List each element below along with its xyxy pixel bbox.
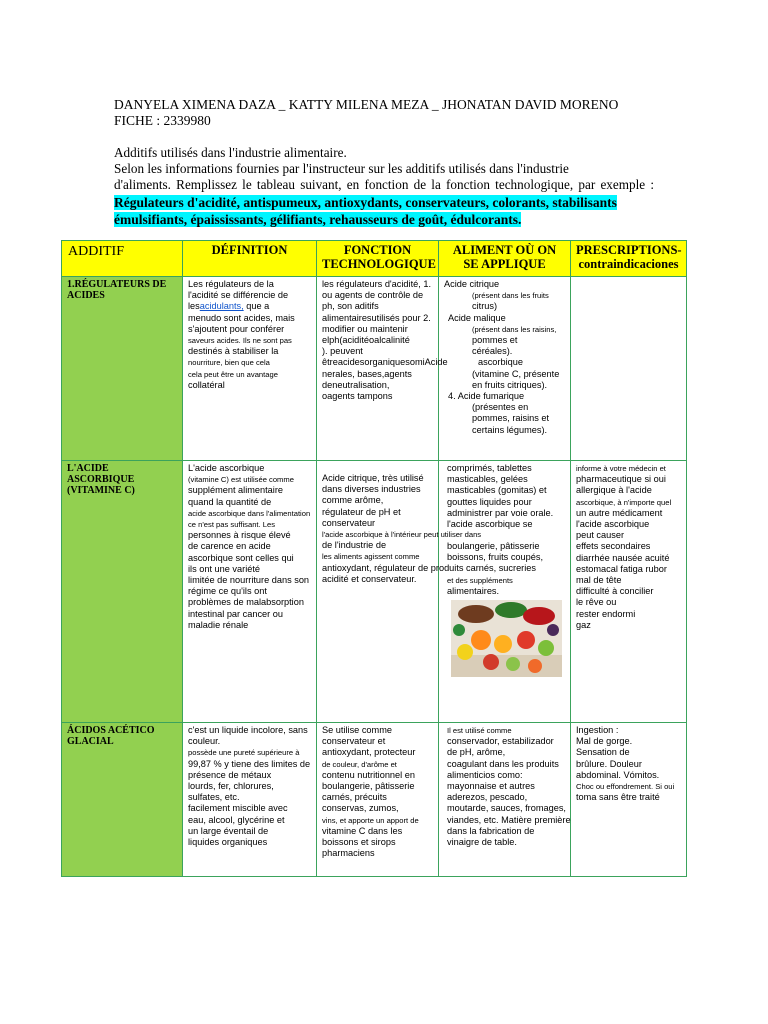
text-line: peut causer: [576, 530, 625, 541]
text-line: [188, 301, 311, 312]
additives-table: [61, 240, 687, 877]
header-fonction: FONCTION TECHNOLOGIQUE: [317, 241, 439, 277]
text-line: couleur.: [188, 736, 221, 747]
text-line: comme arôme,: [322, 495, 384, 506]
text-line: vins, et apporte un apport de: [322, 815, 419, 825]
text-line: régulateur de pH et: [322, 506, 401, 517]
aliment-cell: [439, 461, 571, 723]
intro-title: Additifs utilisés dans l'industrie alimentaire.: [114, 145, 347, 160]
additif-cell: L'ACIDE ASCORBIQUE (VITAMINE C): [62, 461, 183, 723]
text-line: alimentaires.: [447, 585, 500, 596]
text-line: deneutralisation,: [322, 379, 390, 390]
text-line: antioxydant, protecteur: [322, 747, 416, 758]
text-line: le rêve ou: [576, 597, 617, 608]
text-line: présence de métaux: [188, 769, 272, 780]
text-line: pharmaciens: [322, 848, 375, 859]
text-line: brûlure. Douleur: [576, 758, 642, 769]
text-line: (vitamine C, présente: [472, 368, 560, 379]
text-line: allergique à l'acide: [576, 485, 652, 496]
text-line: acidité et conservateur.: [322, 573, 417, 584]
text-line: gouttes liquides pour: [447, 496, 532, 507]
text-line: supplément alimentaire: [188, 485, 283, 496]
text-line: un autre médicament: [576, 507, 663, 518]
text-line: Acide citrique, très utilisé: [322, 473, 424, 483]
text-line: (vitamine C) est utilisée comme: [188, 475, 294, 485]
definition-cell: [183, 277, 317, 461]
text-line: s'ajoutent pour conférer: [188, 323, 285, 334]
text-line: saveurs acides. Ils ne sont pas: [188, 336, 292, 346]
text-line: 4. Acide fumarique: [448, 391, 525, 402]
text-line: masticables, gelées: [447, 474, 528, 485]
prescriptions-cell: [571, 277, 687, 461]
text-line: nourriture, bien que cela: [188, 358, 270, 368]
table-row: [62, 277, 687, 461]
text-line: ). peuvent: [322, 346, 363, 357]
text-line: boissons et sirops: [322, 837, 396, 848]
text-line: alimenticios como:: [447, 769, 523, 780]
text-line: 99,87 % y tiene des limites de: [188, 758, 311, 769]
text-line: l'acide ascorbique: [576, 519, 650, 530]
text-line: Mal de gorge.: [576, 736, 633, 747]
text-line: dans diverses industries: [322, 484, 421, 495]
text-line: Sensation de: [576, 747, 630, 758]
text-line: (présent dans les fruits: [472, 291, 549, 301]
text-line: conservateur et: [322, 736, 386, 747]
table-header-row: [62, 241, 687, 277]
text-line: quand la quantité de: [188, 496, 272, 507]
text-line: collatéral: [188, 379, 225, 390]
text-line: Il est utilisé comme: [447, 726, 512, 735]
table-row: [62, 461, 687, 723]
text-line: l'acidité se différencie de: [188, 290, 289, 301]
text-line: administrer par voie orale.: [447, 507, 554, 518]
text-line: Acide citrique: [444, 279, 500, 289]
additif-cell: 1.RÉGULATEURS DE ACIDES: [62, 277, 183, 461]
text-line: ou agents de contrôle de: [322, 290, 424, 301]
text-line: maladie rénale: [188, 619, 249, 630]
text-line: oagents tampons: [322, 391, 393, 402]
text-line: rester endormi: [576, 608, 636, 619]
text-line: liquides organiques: [188, 837, 268, 848]
text-line: limitée de nourriture dans son: [188, 575, 310, 586]
text-line: êtreacidesorganiquesomiAcide: [322, 357, 448, 368]
text-line: effets secondaires: [576, 541, 651, 552]
text-line: de carence en acide: [188, 541, 271, 552]
text-line: Acide malique: [448, 312, 506, 323]
text-line: personnes à risque élevé: [188, 530, 291, 541]
text-line: informe à votre médecin et: [576, 464, 666, 473]
fiche-number: FICHE : 2339980: [114, 113, 211, 128]
text-line: Ingestion :: [576, 725, 619, 735]
text-line: céréales).: [472, 346, 513, 357]
text-line: pommes et: [472, 335, 518, 346]
text-line: ce n'est pas suffisant. Les: [188, 520, 276, 530]
fonction-cell: [317, 277, 448, 461]
text-fragment: les: [188, 301, 200, 312]
text-line: antioxydant, régulateur de produits carnés, sucreries: [322, 562, 536, 573]
text-line: les aliments agissent comme: [322, 552, 420, 562]
text-line: modifier ou maintenir: [322, 323, 408, 334]
text-line: cela peut être un avantage: [188, 369, 278, 379]
text-line: certains légumes).: [472, 424, 548, 435]
text-line: L'acide ascorbique: [188, 463, 265, 473]
header-prescriptions-1: PRESCRIPTIONS-: [576, 243, 682, 257]
text-line: c'est un liquide incolore, sans: [188, 725, 308, 735]
text-line: conservas, zumos,: [322, 803, 399, 814]
text-line: diarrhée nausée acuité: [576, 552, 670, 563]
text-line: mal de tête: [576, 575, 622, 586]
text-line: viandes, etc. Matière première: [447, 814, 571, 825]
text-line: comprimés, tablettes: [447, 463, 532, 473]
text-line: gaz: [576, 619, 591, 630]
text-line: et des suppléments: [447, 575, 513, 585]
text-line: menudo sont acides, mais: [188, 312, 295, 323]
text-line: l'acide ascorbique se: [447, 519, 533, 530]
text-line: ascorbique, à n'importe quel: [576, 497, 672, 507]
text-line: alimentairesutilisés pour 2.: [322, 312, 431, 323]
author-names: DANYELA XIMENA DAZA _ KATTY MILENA MEZA _ JHONATAN DAVID MORENO: [114, 97, 619, 112]
text-line: moutarde, sauces, fromages,: [447, 803, 566, 814]
text-line: conservador, estabilizador: [447, 736, 554, 747]
text-line: vinaigre de table.: [447, 837, 517, 848]
text-line: estomacal fatiga rubor: [576, 563, 667, 574]
fruits-vegetables-image: [451, 600, 562, 677]
text-line: vitamine C dans les: [322, 825, 403, 836]
text-line: boulangerie, pâtisserie: [322, 781, 415, 792]
text-line: de pH, arôme,: [447, 747, 506, 758]
text-line: lourds, fer, chlorures,: [188, 781, 274, 792]
text-line: mayonnaise et autres: [447, 781, 535, 792]
text-line: eau, alcool, glycérine et: [188, 814, 285, 825]
text-line: facilement miscible avec: [188, 803, 288, 814]
text-line: destinés à stabiliser la: [188, 346, 279, 357]
text-line: toma sans être traité: [576, 792, 660, 803]
text-line: en fruits citriques).: [472, 379, 548, 390]
intro-text: [114, 145, 654, 228]
text-line: régime ce qu'ils ont: [188, 586, 267, 597]
intro-highlight: Régulateurs d'acidité, antispumeux, antioxydants, conservateurs, colorants, stabilisants émulsifiants, épaississants, gélifiants, rehausseurs de goût, édulcorants.: [114, 195, 617, 227]
text-line: ils ont une variété: [188, 563, 261, 574]
aliment-cell: [439, 277, 571, 461]
text-line: carnés, précuits: [322, 792, 387, 803]
table-row: [62, 723, 687, 877]
text-line: ph, son aditifs: [322, 301, 379, 312]
text-line: aderezos, pescado,: [447, 792, 528, 803]
text-line: abdominal. Vómitos.: [576, 769, 660, 780]
text-line: un large éventail de: [188, 825, 269, 836]
intro-line-3: d'aliments. Remplissez le tableau suivant, en fonction de la fonction technologique, par exemple :: [114, 177, 654, 192]
text-line: Les régulateurs de la: [188, 279, 274, 289]
text-line: de couleur, d'arôme et: [322, 759, 397, 769]
text-line: ascorbique sont celles qui: [188, 552, 294, 563]
header-definition: DÉFINITION: [183, 241, 317, 277]
text-line: conservateur: [322, 517, 376, 528]
text-line: sulfates, etc.: [188, 792, 240, 803]
additif-cell: ÁCIDOS ACÉTICO GLACIAL: [62, 723, 183, 877]
text-line: (présent dans les raisins,: [472, 324, 557, 334]
definition-cell: [183, 723, 317, 877]
text-line: possède une pureté supérieure à: [188, 748, 300, 758]
header-prescriptions-2: contraindicaciones: [578, 257, 679, 271]
definition-cell: [183, 461, 317, 723]
text-line: intestinal par cancer ou: [188, 608, 283, 619]
text-line: boissons, fruits coupés,: [447, 552, 544, 563]
text-line: citrus): [472, 301, 498, 312]
prescriptions-cell: [571, 461, 687, 723]
fonction-cell: [317, 723, 439, 877]
aliment-cell: [439, 723, 571, 877]
text-line: les régulateurs d'acidité, 1.: [322, 279, 432, 289]
text-line: contenu nutritionnel en: [322, 769, 415, 780]
acidulants-link[interactable]: acidulants,: [199, 301, 244, 312]
text-line: de l'industrie de: [322, 540, 387, 551]
header-prescriptions: [571, 241, 687, 277]
header-aliment: ALIMENT OÙ ON SE APPLIQUE: [439, 241, 571, 277]
text-line: pommes, raisins et: [472, 413, 550, 424]
text-fragment: que a: [243, 301, 270, 312]
text-line: problèmes de malabsorption: [188, 597, 304, 608]
text-line: pharmaceutique si oui: [576, 474, 666, 485]
text-line: coagulant dans les produits: [447, 758, 559, 769]
intro-line-2: Selon les informations fournies par l'instructeur sur les additifs utilisés dans l'industrie: [114, 161, 569, 176]
text-line: (présentes en: [472, 402, 529, 413]
text-line: masticables (gomitas) et: [447, 485, 547, 496]
text-line: elph(aciditéoalcalinité: [322, 335, 410, 346]
text-line: l'acide ascorbique à l'intérieur peut utiliser dans: [322, 530, 482, 540]
text-line: acide ascorbique dans l'alimentation: [188, 508, 311, 518]
header-additif: ADDITIF: [62, 241, 183, 277]
text-line: Se utilise comme: [322, 725, 392, 735]
text-line: Choc ou effondrement. Si oui: [576, 782, 675, 792]
text-line: difficulté à concilier: [576, 586, 654, 597]
text-line: boulangerie, pâtisserie: [447, 541, 540, 552]
text-line: nerales, bases,agents: [322, 368, 412, 379]
text-line: dans la fabrication de: [447, 825, 535, 836]
text-line: ascorbique: [478, 357, 523, 368]
prescriptions-cell: [571, 723, 687, 877]
